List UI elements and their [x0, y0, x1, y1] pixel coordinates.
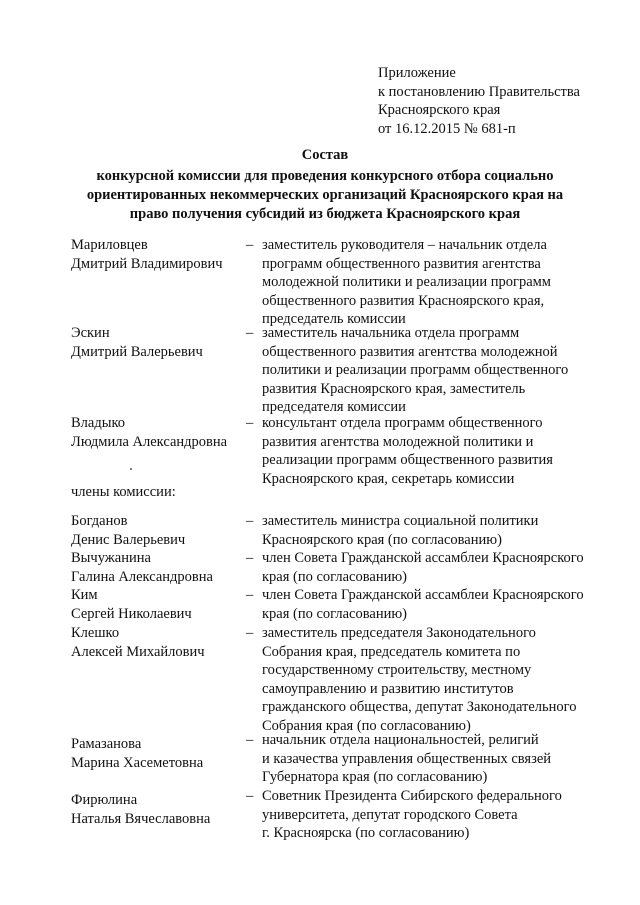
role-line: края (по согласованию): [262, 605, 408, 622]
title-line: конкурсной комиссии для проведения конкурсного отбора социально: [96, 168, 554, 184]
member-surname: Ким: [71, 587, 98, 603]
member-role: [262, 324, 602, 417]
role-line: заместитель председателя Законодательного: [262, 625, 536, 641]
title-line: Состав: [301, 147, 349, 163]
role-line: Советник Президента Сибирского федерального: [262, 788, 562, 804]
member-role: [262, 414, 602, 488]
role-line: университета, депутат городского Совета: [262, 806, 518, 823]
role-line: заместитель министра социальной политики: [262, 513, 539, 529]
role-line: государственному строительству, местному: [262, 662, 532, 678]
member-surname: Фирюлина: [71, 792, 138, 808]
role-line: программ общественного развития агентства: [262, 255, 541, 272]
title-line: ориентированных некоммерческих организаций Красноярского края на: [86, 187, 564, 203]
role-line: общественного развития Красноярского края,: [262, 292, 545, 309]
role-line: Красноярского края (по согласованию): [262, 531, 502, 548]
dash-separator: –: [246, 788, 254, 804]
appendix-line: Приложение: [378, 65, 456, 81]
role-line: начальник отдела национальностей, религий: [262, 732, 539, 748]
member-role: [262, 549, 602, 586]
member-surname: Рамазанова: [71, 736, 142, 752]
role-line: Собрания края, председатель комитета по: [262, 643, 521, 660]
member-surname: Владыко: [71, 415, 126, 431]
member-name: [71, 512, 254, 549]
title-line: право получения субсидий из бюджета Красноярского края: [129, 206, 521, 222]
member-surname: Вычужанина: [71, 550, 151, 566]
role-line: самоуправлению и развитию институтов: [262, 680, 514, 697]
member-surname: Эскин: [71, 325, 110, 341]
dash-separator: –: [246, 732, 254, 748]
member-name: [71, 549, 254, 586]
member-surname: Мариловцев: [71, 237, 148, 253]
role-line: член Совета Гражданской ассамблеи Красноярского: [262, 587, 584, 603]
member-name: [71, 735, 251, 772]
role-line: гражданского общества, депутат Законодательного: [262, 699, 577, 715]
role-line: председатель комиссии: [262, 311, 406, 327]
role-line: заместитель начальника отдела программ: [262, 325, 520, 341]
role-line: заместитель руководителя – начальник отдела: [262, 237, 547, 253]
member-name: [71, 586, 254, 623]
member-name: [71, 791, 251, 828]
members-section-label: члены комиссии:: [71, 484, 176, 500]
role-line: член Совета Гражданской ассамблеи Красноярского: [262, 550, 584, 566]
member-name: [71, 236, 254, 273]
member-name: [71, 414, 254, 451]
dash-separator: –: [246, 550, 254, 566]
role-line: реализации программ общественного развития: [262, 452, 553, 468]
appendix-line: Красноярского края: [378, 102, 501, 118]
dash-separator: –: [246, 237, 254, 253]
role-line: развития агентства молодежной политики и: [262, 433, 534, 450]
document-title: [40, 146, 610, 224]
member-given-name: Наталья Вячеславовна: [71, 810, 211, 827]
role-line: развития Красноярского края, заместитель: [262, 380, 526, 397]
member-name: [71, 324, 254, 361]
member-given-name: Денис Валерьевич: [71, 531, 186, 548]
member-role: [262, 512, 602, 549]
role-line: молодежной политики и реализации программ: [262, 274, 551, 290]
dash-separator: –: [246, 415, 254, 431]
dash-separator: –: [246, 625, 254, 641]
member-given-name: Людмила Александровна: [71, 433, 228, 450]
role-line: г. Красноярска (по согласованию): [262, 825, 470, 841]
member-role: [262, 586, 602, 623]
role-line: председателя комиссии: [262, 399, 406, 415]
appendix-header: [378, 64, 580, 138]
member-given-name: Дмитрий Владимирович: [71, 255, 223, 272]
role-line: Красноярского края, секретарь комиссии: [262, 470, 515, 487]
role-line: Собрания края (по согласованию): [262, 717, 471, 734]
member-given-name: Сергей Николаевич: [71, 605, 192, 622]
member-given-name: Дмитрий Валерьевич: [71, 343, 203, 360]
dash-separator: –: [246, 587, 254, 603]
member-given-name: Марина Хасеметовна: [71, 754, 204, 771]
member-role: [262, 236, 602, 329]
member-given-name: Алексей Михайлович: [71, 643, 205, 660]
member-given-name: Галина Александровна: [71, 568, 213, 585]
member-name: [71, 624, 254, 661]
dash-separator: –: [246, 513, 254, 529]
scan-speck: [130, 468, 132, 470]
member-role: [262, 787, 602, 843]
role-line: края (по согласованию): [262, 568, 408, 585]
role-line: Губернатора края (по согласованию): [262, 769, 488, 785]
role-line: консультант отдела программ общественного: [262, 415, 543, 431]
role-line: общественного развития агентства молодежной: [262, 343, 558, 360]
dash-separator: –: [246, 325, 254, 341]
appendix-line: от 16.12.2015 № 681-п: [378, 120, 516, 137]
member-role: [262, 624, 602, 735]
member-surname: Клешко: [71, 625, 120, 641]
member-surname: Богданов: [71, 513, 128, 529]
role-line: и казачества управления общественных связей: [262, 750, 552, 767]
role-line: политики и реализации программ общественного: [262, 362, 569, 378]
member-role: [262, 731, 602, 787]
appendix-line: к постановлению Правительства: [378, 83, 580, 100]
